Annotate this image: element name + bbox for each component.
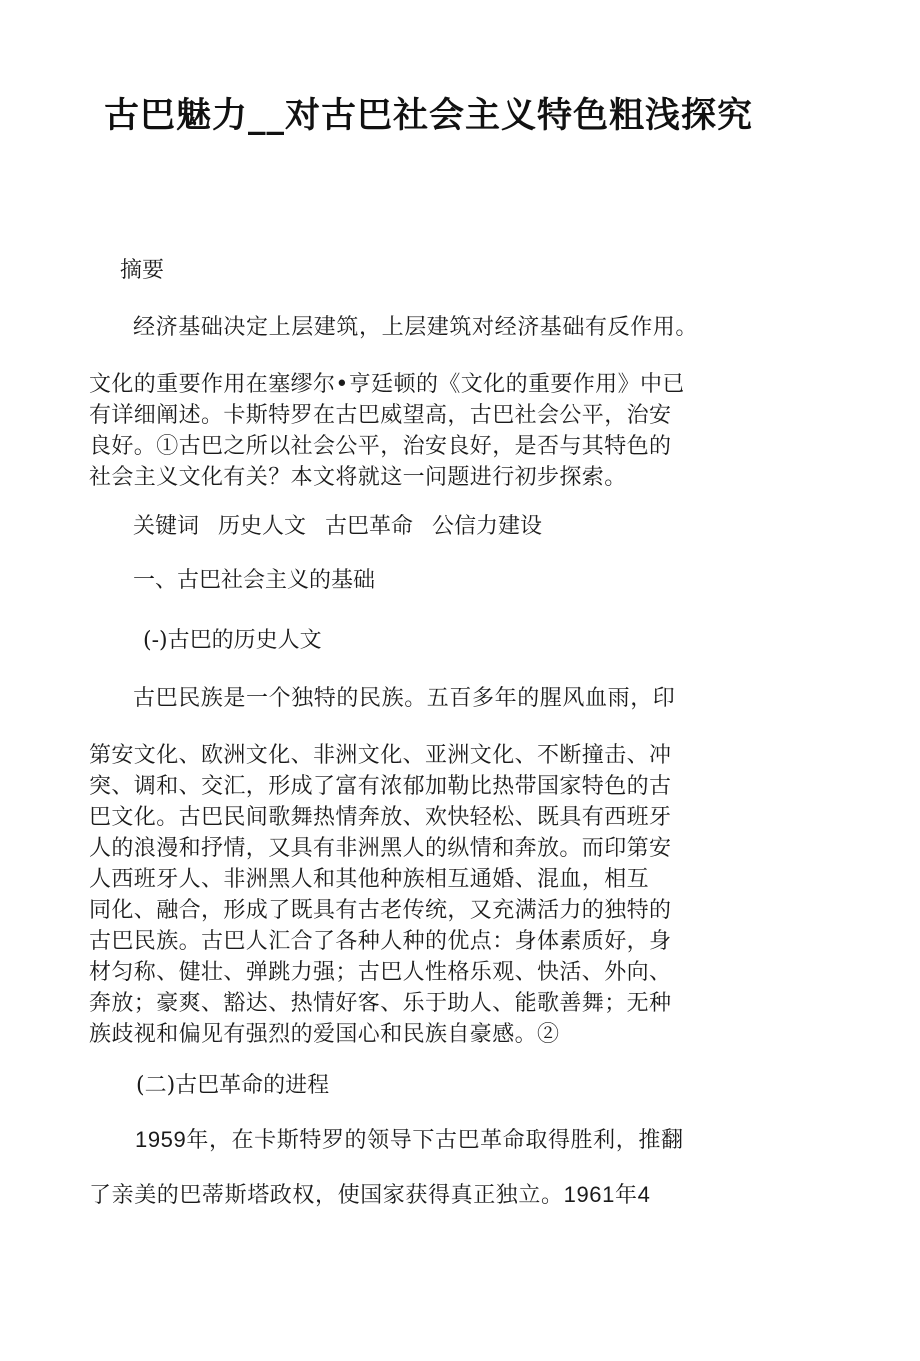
paragraph-first-line xyxy=(135,1125,684,1156)
document-title: 古巴魅力__对古巴社会主义特色粗浅探究 xyxy=(104,96,754,136)
paragraph-line: 古巴民族。古巴人汇合了各种人种的优点：身体素质好，身 xyxy=(89,929,672,954)
abstract-heading: 摘要 xyxy=(120,258,165,283)
abstract-paragraph xyxy=(89,369,685,493)
paragraph-line: 人西班牙人、非洲黑人和其他种族相互通婚、混血，相互 xyxy=(89,867,650,892)
abstract-first-line: 经济基础决定上层建筑，上层建筑对经济基础有反作用。 xyxy=(133,315,699,340)
paragraph-line: 奔放；豪爽、豁达、热情好客、乐于助人、能歌善舞；无种 xyxy=(89,991,672,1016)
keyword-item: 公信力建设 xyxy=(432,514,543,539)
keyword-item: 历史人文 xyxy=(218,514,307,539)
text-run: 年，在卡斯特罗的领导下古巴革命取得胜利，推翻 xyxy=(186,1128,684,1153)
paragraph-line xyxy=(89,1180,650,1211)
paragraph-line: 良好。①古巴之所以社会公平，治安良好，是否与其特色的 xyxy=(89,434,672,459)
paragraph-line: 族歧视和偏见有强烈的爱国心和民族自豪感。② xyxy=(89,1022,560,1047)
paragraph-line: 有详细阐述。卡斯特罗在古巴威望高，古巴社会公平，治安 xyxy=(89,403,672,428)
paragraph-line: 文化的重要作用在塞缪尔•亨廷顿的《文化的重要作用》中已 xyxy=(89,372,685,397)
year-number: 1961 xyxy=(563,1182,615,1207)
year-number: 1959 xyxy=(135,1127,187,1152)
section-heading: 一、古巴社会主义的基础 xyxy=(133,568,376,593)
paragraph-line: 人的浪漫和抒情，又具有非洲黑人的纵情和奔放。而印第安 xyxy=(89,836,672,861)
paragraph-first-line: 古巴民族是一个独特的民族。五百多年的腥风血雨，印 xyxy=(133,686,676,711)
paragraph-line: 第安文化、欧洲文化、非洲文化、亚洲文化、不断撞击、冲 xyxy=(89,743,672,768)
paragraph-line: 同化、融合，形成了既具有古老传统，又充满活力的独特的 xyxy=(89,898,672,923)
month-number: 4 xyxy=(637,1182,651,1207)
paragraph-line: 巴文化。古巴民间歌舞热情奔放、欢快轻松、既具有西班牙 xyxy=(89,805,672,830)
history-paragraph xyxy=(89,740,671,1050)
subsection-heading: (-)古巴的历史人文 xyxy=(143,628,322,653)
paragraph-line: 材匀称、健壮、弹跳力强；古巴人性格乐观、快活、外向、 xyxy=(89,960,672,985)
subsection-heading: (二)古巴革命的进程 xyxy=(136,1073,330,1098)
keywords xyxy=(133,512,554,542)
keywords-label: 关键词 xyxy=(133,514,200,539)
paragraph-line: 突、调和、交汇，形成了富有浓郁加勒比热带国家特色的古 xyxy=(89,774,672,799)
keyword-item: 古巴革命 xyxy=(325,514,414,539)
text-run: 年 xyxy=(614,1183,638,1208)
text-run: 了亲美的巴蒂斯塔政权，使国家获得真正独立。 xyxy=(89,1183,564,1208)
paragraph-line: 社会主义文化有关？本文将就这一问题进行初步探索。 xyxy=(89,465,627,490)
